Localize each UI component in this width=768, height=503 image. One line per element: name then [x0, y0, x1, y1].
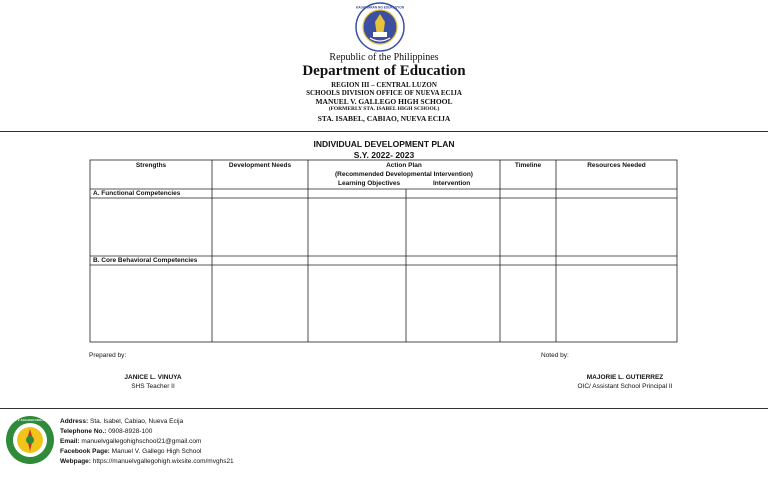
- republic-line: Republic of the Philippines: [329, 52, 439, 63]
- noted-by-title: OIC/ Assistant School Principal II: [577, 383, 673, 390]
- col-timeline: Timeline: [514, 162, 542, 169]
- department-title: Department of Education: [302, 63, 466, 79]
- col-strengths: Strengths: [135, 162, 167, 169]
- division-line: SCHOOLS DIVISION OFFICE OF NUEVA ECIJA: [306, 89, 462, 97]
- col-learning-objectives: Learning Objectives: [338, 180, 401, 187]
- seal-text: KAGAWARAN NG EDUKASYON: [355, 5, 405, 10]
- webpage-link[interactable]: https://manuelvgallegohigh.wixsite.com/mvghs21: [92, 458, 234, 465]
- footer-facebook: Facebook Page: Manuel V. Gallego High School: [60, 448, 202, 455]
- prepared-by-label: Prepared by:: [89, 352, 127, 359]
- col-resources-needed: Resources Needed: [587, 162, 646, 169]
- logo-text: MANUEL V. GALLEGO HIGH SCHOOL: [5, 418, 55, 422]
- school-name: MANUEL V. GALLEGO HIGH SCHOOL: [315, 97, 453, 106]
- facebook-link[interactable]: Manuel V. Gallego High School: [111, 448, 202, 455]
- col-action-plan-sub: (Recommended Developmental Intervention): [335, 171, 473, 178]
- footer-address: Address: Sta. Isabel, Cabiao, Nueva Ecija: [60, 418, 184, 425]
- footer-webpage: Webpage: https://manuelvgallegohigh.wixsite.com/mvghs21: [60, 458, 234, 465]
- region-line: REGION III – CENTRAL LUZON: [331, 81, 437, 89]
- section-functional-competencies: A. Functional Competencies: [93, 190, 181, 197]
- email-link[interactable]: manuelvgallegohighschool21@gmail.com: [81, 438, 202, 445]
- school-year: S.Y. 2022- 2023: [353, 150, 415, 160]
- document-title: INDIVIDUAL DEVELOPMENT PLAN: [313, 139, 455, 149]
- col-development-needs: Development Needs: [228, 162, 292, 169]
- noted-by-name: MAJORIE L. GUTIERREZ: [586, 374, 664, 381]
- footer-telephone: Telephone No.: 0908-8928-100: [60, 428, 153, 435]
- prepared-by-name: JANICE L. VINUYA: [124, 374, 182, 381]
- formerly-line: (FORMERLY STA. ISABEL HIGH SCHOOL): [328, 106, 440, 112]
- school-address: STA. ISABEL, CABIAO, NUEVA ECIJA: [317, 114, 451, 123]
- col-action-plan: Action Plan: [386, 162, 422, 169]
- col-intervention: Intervention: [433, 180, 471, 187]
- school-logo-icon: [5, 415, 55, 465]
- noted-by-label: Noted by:: [541, 352, 569, 359]
- section-core-behavioral-competencies: B. Core Behavioral Competencies: [93, 257, 198, 264]
- footer-divider: [0, 408, 768, 409]
- footer-email: Email: manuelvgallegohighschool21@gmail.com: [60, 438, 202, 445]
- prepared-by-title: SHS Teacher II: [131, 383, 175, 390]
